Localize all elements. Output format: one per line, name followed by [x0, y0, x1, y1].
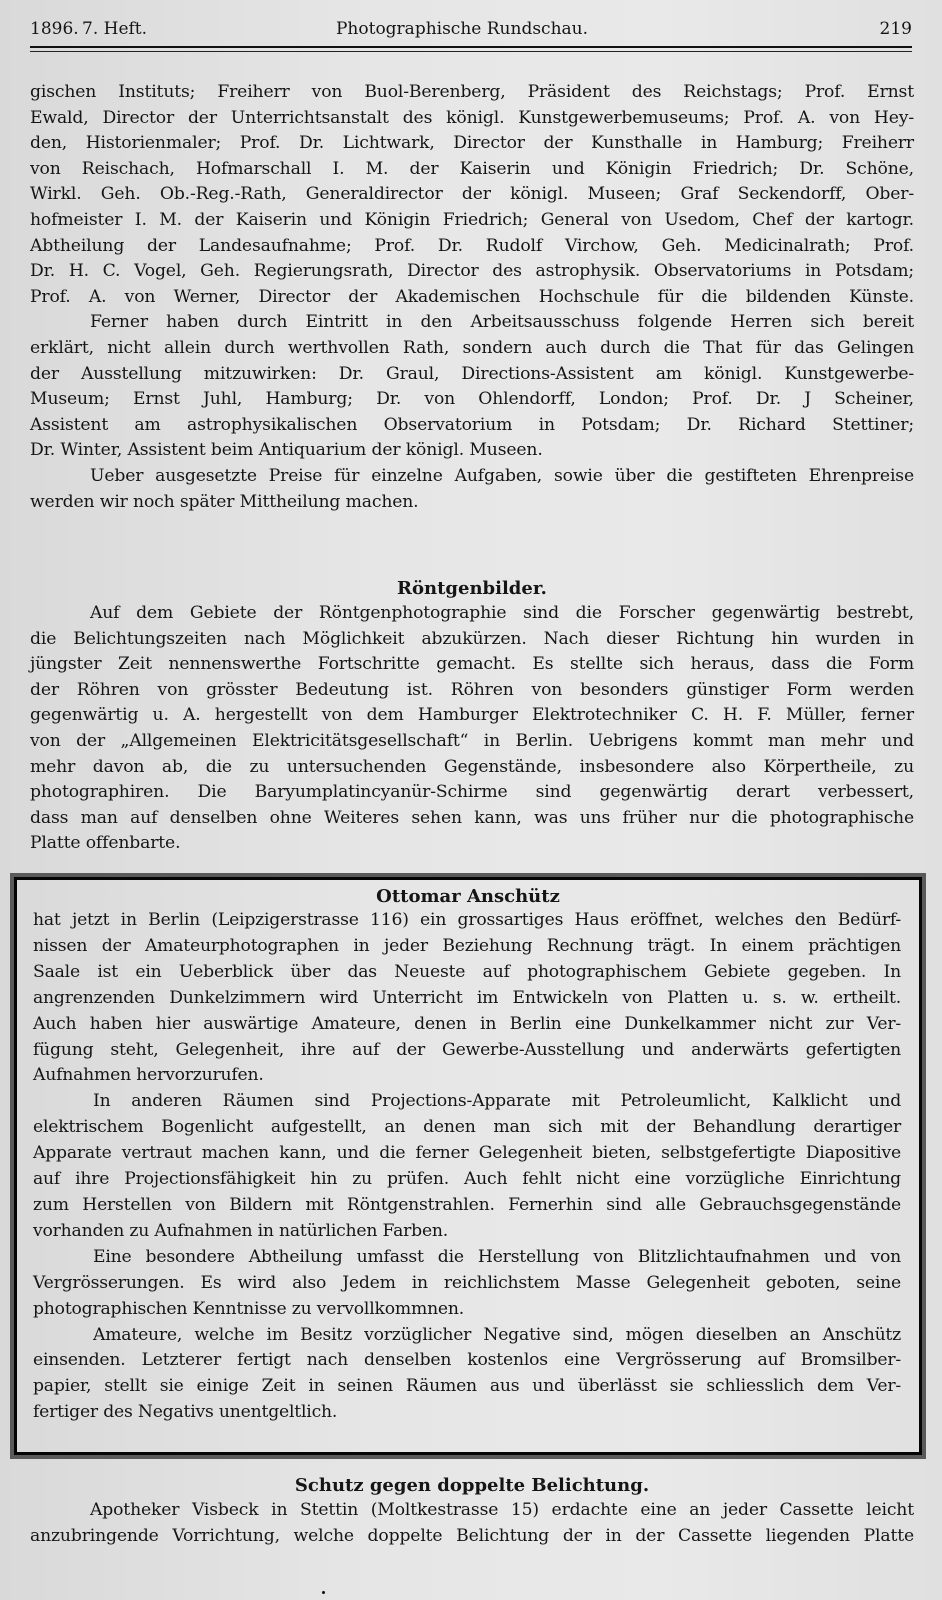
- text-line: Vergrösserungen. Es wird also Jedem in reichlichstem Masse Gelegenheit geboten, seine: [33, 1272, 901, 1293]
- advertisement-body: [33, 908, 901, 1426]
- header-page-number: 219: [879, 19, 912, 39]
- text-line: Prof. A. von Werner, Director der Akademischen Hochschule für die bildenden Künste.: [30, 286, 914, 307]
- text-line: Apparate vertraut machen kann, und die ferner Gelegenheit bieten, selbstgefertigte Diapositive: [33, 1143, 901, 1164]
- section-heading-double-exposure: Schutz gegen doppelte Belichtung.: [294, 1475, 650, 1496]
- text-line: nissen der Amateurphotographen in jeder Beziehung Rechnung trägt. In einem prächtigen: [33, 935, 901, 956]
- text-line: Auch haben hier auswärtige Amateure, denen in Berlin eine Dunkelkammer nicht zur Ver-: [33, 1013, 901, 1034]
- advertisement-box-anschuetz: [10, 873, 926, 1459]
- text-line: einsenden. Letzterer fertigt nach denselben kostenlos eine Vergrösserung auf Bromsilber-: [33, 1350, 901, 1371]
- text-line: Abtheilung der Landesaufnahme; Prof. Dr. Rudolf Virchow, Geh. Medicinalrath; Prof.: [30, 235, 914, 256]
- text-line: photographischen Kenntnisse zu vervollkommnen.: [33, 1298, 465, 1319]
- text-line: jüngster Zeit nennenswerthe Fortschritte gemacht. Es stellte sich heraus, dass die Form: [30, 654, 914, 675]
- text-line: vorhanden zu Aufnahmen in natürlichen Farben.: [33, 1220, 449, 1241]
- paragraph-committee-list: [30, 80, 914, 310]
- text-line: anzubringende Vorrichtung, welche doppelte Belichtung der in der Cassette liegenden Platte: [30, 1525, 914, 1546]
- text-line: Apotheker Visbeck in Stettin (Moltkestrasse 15) erdachte eine an jeder Cassette leicht: [90, 1500, 914, 1520]
- text-line: den, Historienmaler; Prof. Dr. Lichtwark, Director der Kunsthalle in Hamburg; Freiherr: [30, 133, 914, 154]
- text-line: von Reischach, Hofmarschall I. M. der Kaiserin und Königin Friedrich; Dr. Schöne,: [30, 158, 914, 179]
- advertisement-paragraph: [33, 1089, 901, 1244]
- text-line: Ewald, Director der Unterrichtsanstalt des königl. Kunstgewerbemuseums; Prof. A. von Hey-: [30, 107, 914, 128]
- text-line: von der „Allgemeinen Elektricitätsgesellschaft“ in Berlin. Uebrigens kommt man mehr und: [30, 730, 914, 751]
- text-line: In anderen Räumen sind Projections-Apparate mit Petroleumlicht, Kalklicht und: [93, 1091, 901, 1112]
- text-line: erklärt, nicht allein durch werthvollen Rath, sondern auch durch die That für das Gelingen: [30, 337, 914, 358]
- text-line: Ferner haben durch Eintritt in den Arbeitsausschuss folgende Herren sich bereit: [90, 312, 914, 333]
- text-line: fügung steht, Gelegenheit, ihre auf der Gewerbe-Ausstellung und anderwärts gefertigten: [33, 1039, 901, 1060]
- text-line: photographiren. Die Baryumplatincyanür-Schirme sind gegenwärtig derart verbessert,: [30, 782, 914, 803]
- text-line: werden wir noch später Mittheilung machen.: [30, 491, 419, 512]
- advertisement-box-inner-border: [14, 877, 922, 1455]
- section-exhibition-committee: [30, 80, 914, 515]
- text-line: gegenwärtig u. A. hergestellt von dem Hamburger Elektrotechniker C. H. F. Müller, ferner: [30, 705, 914, 726]
- advertisement-paragraph: [33, 908, 901, 1089]
- text-line: Dr. H. C. Vogel, Geh. Regierungsrath, Director des astrophysik. Observatoriums in Potsdam;: [30, 261, 914, 282]
- section-roentgenbilder: [30, 601, 914, 857]
- text-line: Museum; Ernst Juhl, Hamburg; Dr. von Ohlendorff, London; Prof. Dr. J Scheiner,: [30, 389, 914, 410]
- advertisement-title: Ottomar Anschütz: [376, 886, 560, 907]
- paragraph-working-committee: [30, 310, 914, 464]
- text-line: hofmeister I. M. der Kaiserin und Königin Friedrich; General von Usedom, Chef der kartogr.: [30, 209, 914, 230]
- text-line: Assistent am astrophysikalischen Observatorium in Potsdam; Dr. Richard Stettiner;: [30, 414, 914, 435]
- text-line: auf ihre Projectionsfähigkeit hin zu prüfen. Auch fehlt nicht eine vorzügliche Einrichtung: [33, 1169, 901, 1190]
- header-issue: 7. Heft.: [82, 19, 148, 39]
- text-line: dass man auf denselben ohne Weiteres sehen kann, was uns früher nur die photographische: [30, 807, 914, 828]
- print-speck: [322, 1591, 325, 1594]
- running-header: [30, 16, 912, 42]
- paragraph-prizes: [30, 464, 914, 515]
- text-line: Eine besondere Abtheilung umfasst die Herstellung von Blitzlichtaufnahmen und von: [93, 1246, 901, 1267]
- text-line: zum Herstellen von Bildern mit Röntgenstrahlen. Fernerhin sind alle Gebrauchsgegenstände: [33, 1194, 901, 1215]
- text-line: mehr davon ab, die zu untersuchenden Gegenstände, insbesondere also Körpertheile, zu: [30, 756, 914, 777]
- advertisement-paragraph: [33, 1323, 901, 1427]
- text-line: der Röhren von grösster Bedeutung ist. Röhren von besonders günstiger Form werden: [30, 679, 914, 700]
- text-line: Ueber ausgesetzte Preise für einzelne Aufgaben, sowie über die gestifteten Ehrenpreise: [90, 465, 914, 486]
- text-line: Platte offenbarte.: [30, 833, 181, 854]
- text-line: Wirkl. Geh. Ob.-Reg.-Rath, Generaldirector der königl. Museen; Graf Seckendorff, Ober-: [30, 184, 914, 205]
- text-line: angrenzenden Dunkelzimmern wird Unterricht im Entwickeln von Platten u. s. w. ertheilt.: [33, 987, 901, 1008]
- header-journal-title: Photographische Rundschau.: [335, 19, 589, 39]
- text-line: Aufnahmen hervorzurufen.: [33, 1065, 264, 1086]
- header-rule-bottom: [30, 51, 912, 52]
- text-line: Auf dem Gebiete der Röntgenphotographie sind die Forscher gegenwärtig bestrebt,: [90, 603, 914, 623]
- header-year: 1896.: [30, 19, 79, 39]
- text-line: Saale ist ein Ueberblick über das Neueste auf photographischem Gebiete gegeben. In: [33, 961, 901, 982]
- header-rule-top: [30, 46, 912, 48]
- text-line: hat jetzt in Berlin (Leipzigerstrasse 116) ein grossartiges Haus eröffnet, welches den Bedürf-: [33, 910, 901, 930]
- text-line: der Ausstellung mitzuwirken: Dr. Graul, Directions-Assistent am königl. Kunstgewerbe-: [30, 363, 914, 384]
- advertisement-paragraph: [33, 1245, 901, 1323]
- text-line: die Belichtungszeiten nach Möglichkeit abzukürzen. Nach dieser Richtung hin wurden in: [30, 628, 914, 649]
- text-line: fertiger des Negativs unentgeltlich.: [33, 1402, 338, 1423]
- text-line: Dr. Winter, Assistent beim Antiquarium der königl. Museen.: [30, 440, 543, 461]
- text-line: papier, stellt sie einige Zeit in seinen Räumen aus und überlässt sie schliesslich dem Ver-: [33, 1376, 901, 1397]
- text-line: gischen Instituts; Freiherr von Buol-Berenberg, Präsident des Reichstags; Prof. Ernst: [30, 82, 914, 102]
- section-heading-roentgenbilder: Röntgenbilder.: [397, 578, 547, 599]
- text-line: elektrischem Bogenlicht aufgestellt, an denen man sich mit der Behandlung derartiger: [33, 1117, 901, 1138]
- section-double-exposure: [30, 1498, 914, 1549]
- text-line: Amateure, welche im Besitz vorzüglicher Negative sind, mögen dieselben an Anschütz: [93, 1324, 901, 1345]
